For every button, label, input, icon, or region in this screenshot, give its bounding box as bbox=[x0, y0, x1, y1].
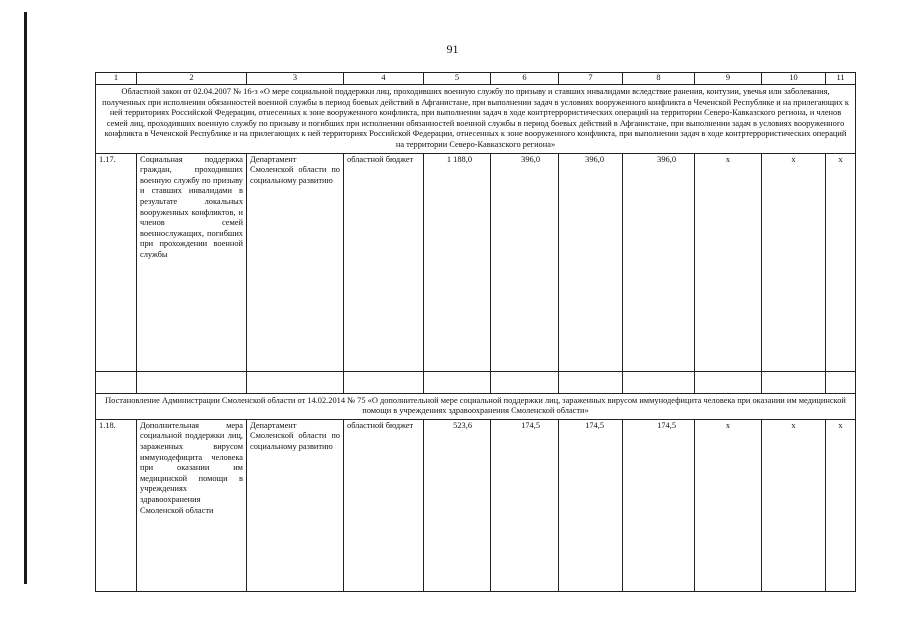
funding-year-2: 174,5 bbox=[559, 419, 623, 591]
table-row bbox=[96, 419, 856, 591]
measure-name: Социальная поддержка граждан, проходивших военную службу по призыву и ставших инвалидами в результате локальных вооруженных конфликтов, и членов семей военнослужащих, погибших при прохождении военной службы bbox=[137, 153, 247, 371]
indicator-10: x bbox=[762, 419, 826, 591]
table-row bbox=[96, 153, 856, 371]
column-number: 10 bbox=[762, 73, 826, 85]
indicator-11: x bbox=[826, 419, 856, 591]
funding-year-3: 396,0 bbox=[623, 153, 695, 371]
funding-total: 523,6 bbox=[424, 419, 491, 591]
funding-year-1: 396,0 bbox=[491, 153, 559, 371]
page-edge-rule bbox=[24, 12, 27, 584]
executor: Департамент Смоленской области по социальному развитию bbox=[247, 153, 344, 371]
row-number: 1.18. bbox=[96, 419, 137, 591]
section-heading: Постановление Администрации Смоленской области от 14.02.2014 № 75 «О дополнительной мере социальной поддержки лиц, зараженных вирусом иммунодефицита человека при оказании им медицинской помощи в учреждениях здравоохранения Смоленской области» bbox=[96, 393, 856, 419]
spacer-row bbox=[96, 371, 856, 393]
executor: Департамент Смоленской области по социальному развитию bbox=[247, 419, 344, 591]
column-number: 9 bbox=[695, 73, 762, 85]
column-number: 8 bbox=[623, 73, 695, 85]
column-number: 3 bbox=[247, 73, 344, 85]
column-number: 4 bbox=[344, 73, 424, 85]
section-heading-row bbox=[96, 85, 856, 154]
column-number: 5 bbox=[424, 73, 491, 85]
funding-total: 1 188,0 bbox=[424, 153, 491, 371]
column-number: 11 bbox=[826, 73, 856, 85]
funding-source: областной бюджет bbox=[344, 419, 424, 591]
funding-year-3: 174,5 bbox=[623, 419, 695, 591]
funding-source: областной бюджет bbox=[344, 153, 424, 371]
indicator-10: x bbox=[762, 153, 826, 371]
column-number: 7 bbox=[559, 73, 623, 85]
indicator-9: x bbox=[695, 153, 762, 371]
page-number: 91 bbox=[446, 42, 459, 56]
column-number-row bbox=[96, 73, 856, 85]
funding-year-1: 174,5 bbox=[491, 419, 559, 591]
section-heading: Областной закон от 02.04.2007 № 16-з «О мере социальной поддержки лиц, проходивших военную службу по призыву и ставших инвалидами вследствие ранения, контузии, увечья или заболевания, полученных при исполнении обязанностей военной службы в период боевых действий в Афганистане, при выполнении задач в условиях вооруженного конфликта в Чеченской Республике и на прилегающих к ней территориях Российской Федерации, отнесенных к зоне вооруженного конфликта, при выполнении задач в ходе контртеррористических операций на территории Северо-Кавказского региона, и членов семей лиц, проходивших военную службу по призыву и погибших при исполнении обязанностей военной службы в период боевых действий в Афганистане, при выполнении задач в условиях вооруженного конфликта в Чеченской Республике и на прилегающих к ней территориях Российской Федерации, отнесенных к зоне вооруженного конфликта, при выполнении задач в ходе контртеррористических операций на территории Северо-Кавказского региона» bbox=[96, 85, 856, 154]
column-number: 2 bbox=[137, 73, 247, 85]
measure-name: Дополнительная мера социальной поддержки лиц, зараженных вирусом иммунодефицита человека при оказании им медицинской помощи в учреждениях здравоохранения Смоленской области bbox=[137, 419, 247, 591]
section-heading-row bbox=[96, 393, 856, 419]
indicator-9: x bbox=[695, 419, 762, 591]
indicator-11: x bbox=[826, 153, 856, 371]
row-number: 1.17. bbox=[96, 153, 137, 371]
program-measures-table bbox=[95, 72, 856, 592]
column-number: 1 bbox=[96, 73, 137, 85]
column-number: 6 bbox=[491, 73, 559, 85]
funding-year-2: 396,0 bbox=[559, 153, 623, 371]
